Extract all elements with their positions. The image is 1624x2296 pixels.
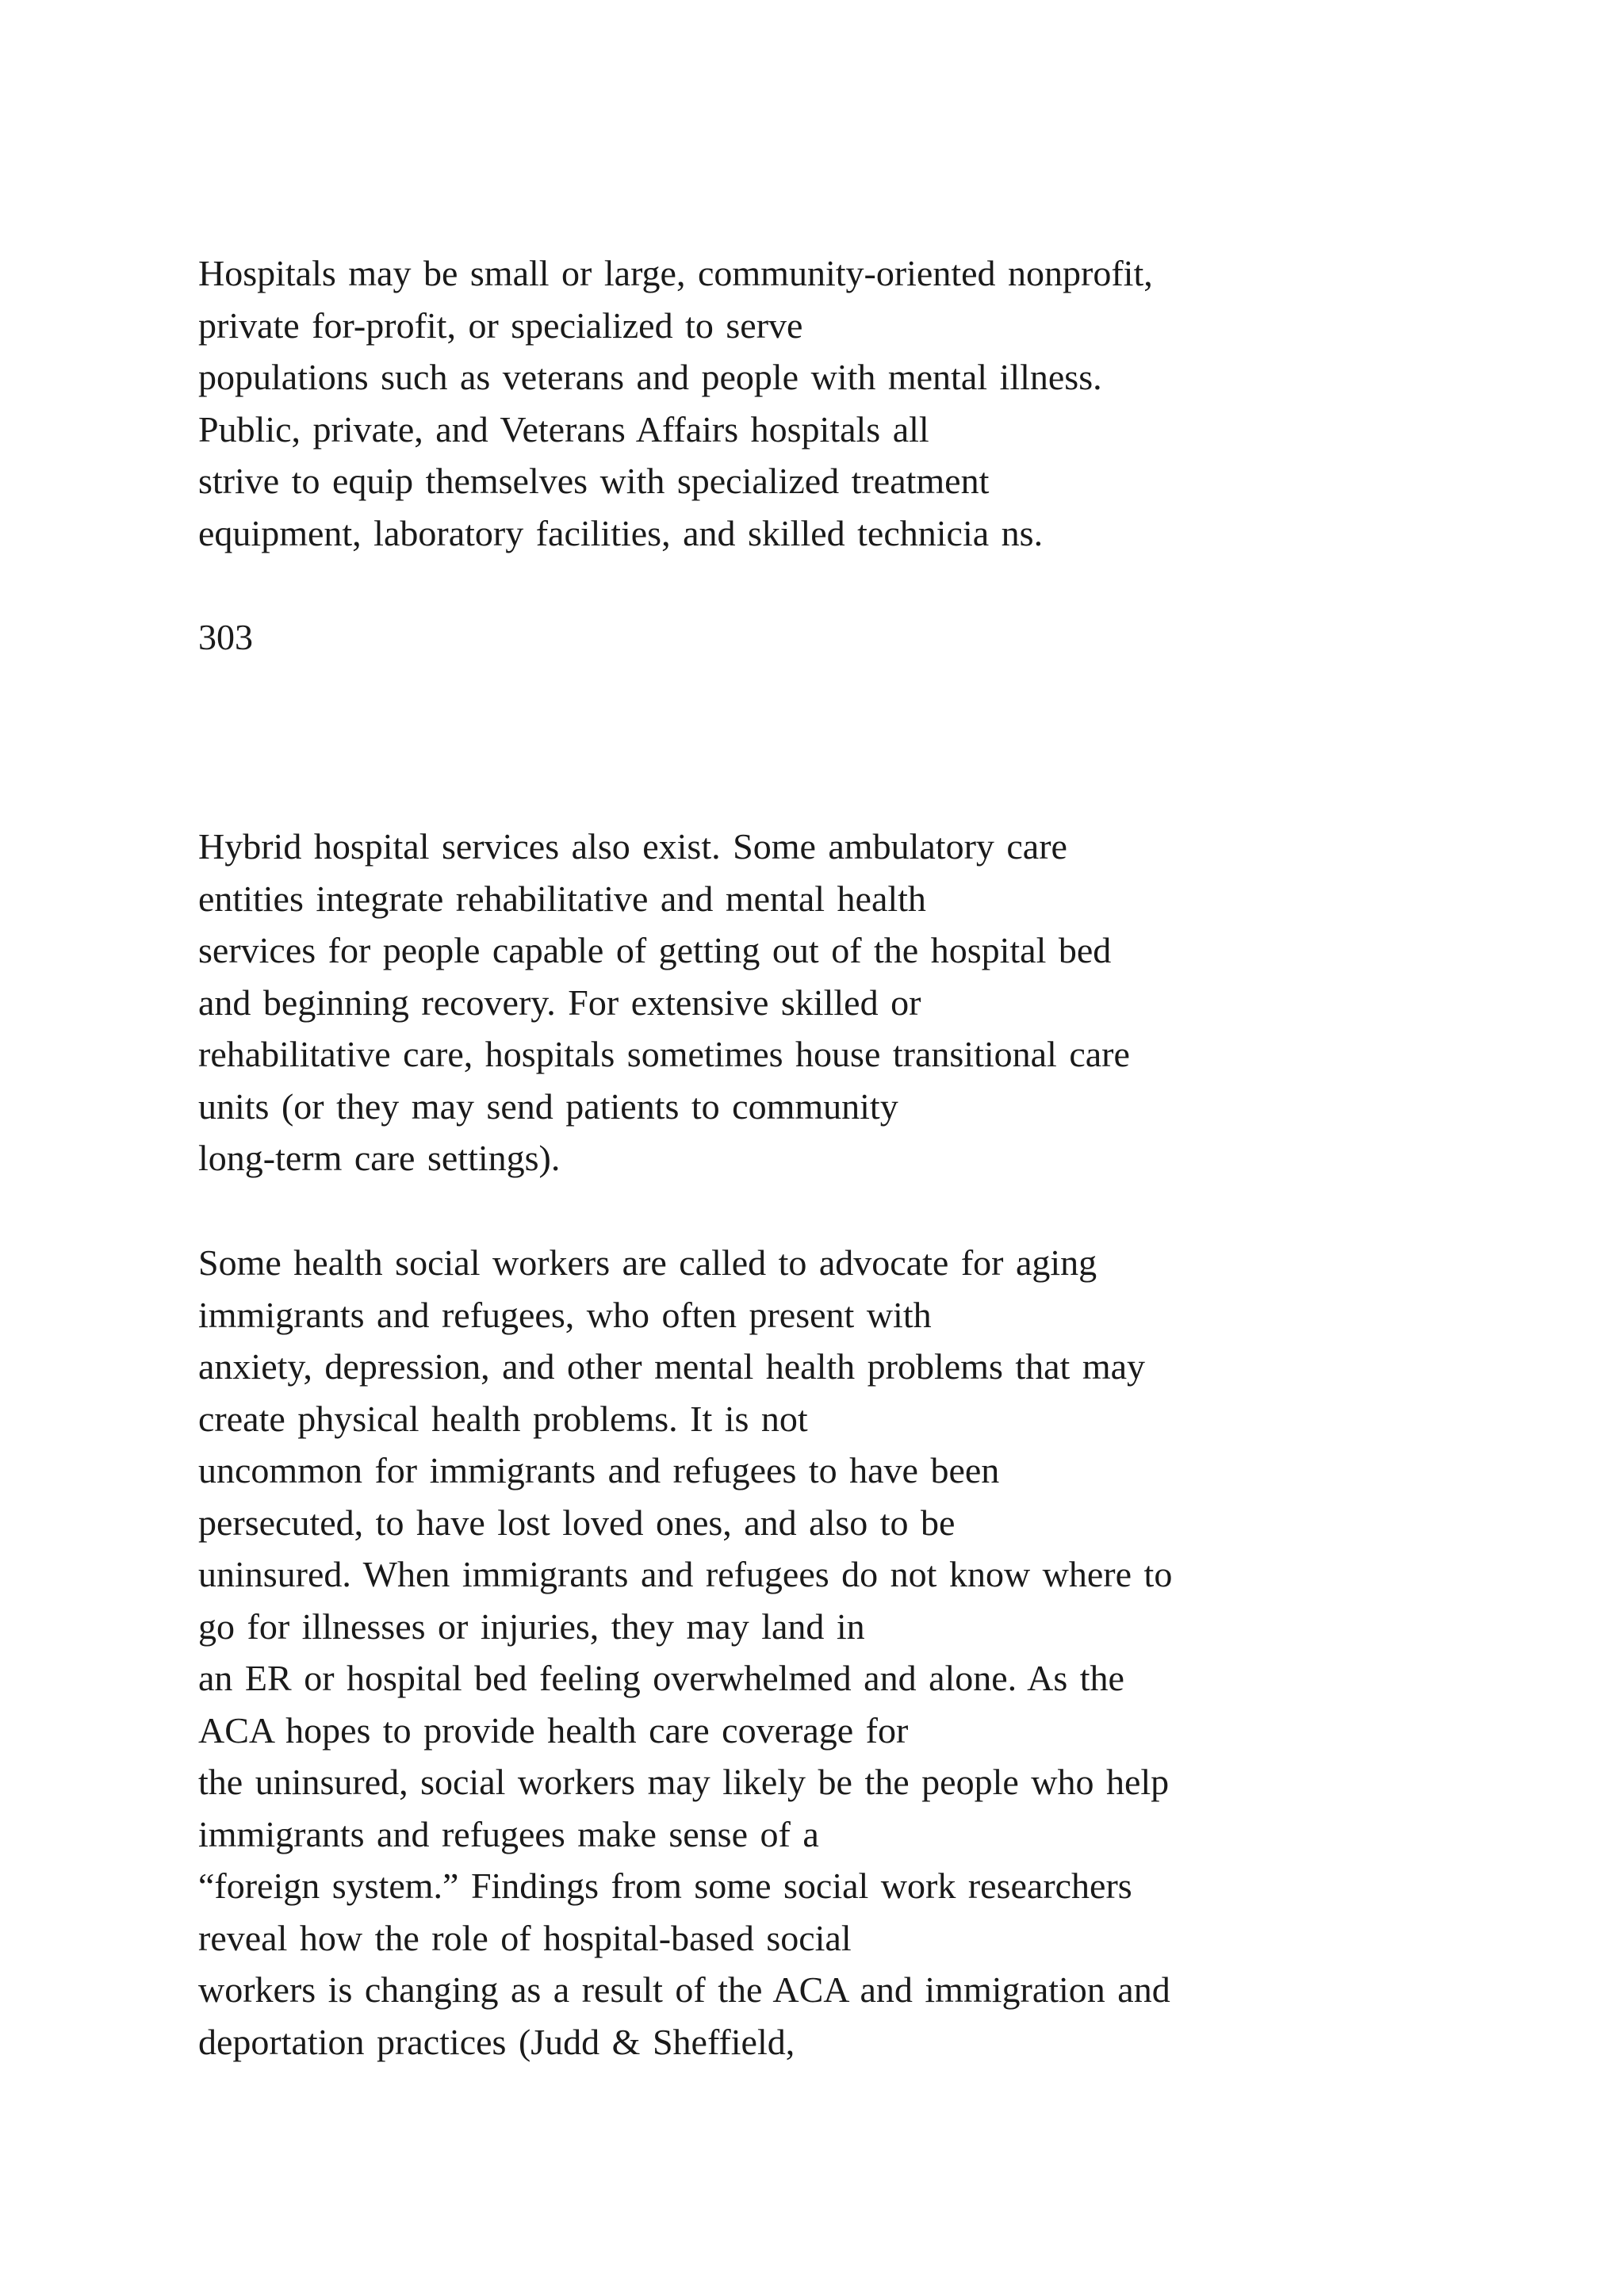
text-line: private for-profit, or specialized to serve bbox=[198, 304, 803, 346]
text-line: an ER or hospital bed feeling overwhelmed and alone. As the bbox=[198, 1658, 1124, 1698]
text-line: workers is changing as a result of the ACA and immigration and bbox=[198, 1969, 1170, 2010]
text-line: ACA hopes to provide health care coverage for bbox=[198, 1709, 909, 1751]
text-line: go for illnesses or injuries, they may land in bbox=[198, 1605, 865, 1647]
text-line: Some health social workers are called to advocate for aging bbox=[198, 1242, 1097, 1283]
text-line: rehabilitative care, hospitals sometimes house transitional care bbox=[198, 1034, 1130, 1074]
text-line: persecuted, to have lost loved ones, and also to be bbox=[198, 1502, 956, 1543]
text-line: and beginning recovery. For extensive skilled or bbox=[198, 982, 921, 1023]
text-line: populations such as veterans and people with mental illness. bbox=[198, 357, 1102, 397]
text-line: uncommon for immigrants and refugees to have been bbox=[198, 1450, 1000, 1490]
text-line: Public, private, and Veterans Affairs hospitals all bbox=[198, 408, 929, 450]
text-line: immigrants and refugees make sense of a bbox=[198, 1813, 819, 1854]
paragraph-hospitals bbox=[198, 247, 1153, 559]
text-line: create physical health problems. It is not bbox=[198, 1398, 808, 1439]
page-number bbox=[198, 611, 253, 664]
text-line: entities integrate rehabilitative and mental health bbox=[198, 878, 926, 919]
text-line: Hybrid hospital services also exist. Some ambulatory care bbox=[198, 826, 1067, 867]
text-line: immigrants and refugees, who often present with bbox=[198, 1294, 932, 1335]
text-line: Hospitals may be small or large, community-oriented nonprofit, bbox=[198, 253, 1153, 293]
text-line: deportation practices (Judd & Sheffield, bbox=[198, 2021, 795, 2062]
text-line: services for people capable of getting out of the hospital bed bbox=[198, 930, 1112, 970]
text-line: “foreign system.” Findings from some social work researchers bbox=[198, 1866, 1132, 1906]
text-line: the uninsured, social workers may likely be the people who help bbox=[198, 1762, 1170, 1802]
paragraph-hybrid-services bbox=[198, 821, 1130, 1184]
text-line: uninsured. When immigrants and refugees do not know where to bbox=[198, 1554, 1173, 1594]
text-line: reveal how the role of hospital-based social bbox=[198, 1917, 852, 1958]
text-line: anxiety, depression, and other mental health problems that may bbox=[198, 1346, 1146, 1387]
paragraph-social-workers bbox=[198, 1237, 1172, 2068]
text-line: strive to equip themselves with specialized treatment bbox=[198, 461, 990, 501]
page-number-text: 303 bbox=[198, 617, 253, 657]
text-line: equipment, laboratory facilities, and skilled technicia ns. bbox=[198, 512, 1044, 553]
text-line: long-term care settings). bbox=[198, 1138, 561, 1178]
text-line: units (or they may send patients to community bbox=[198, 1085, 898, 1127]
